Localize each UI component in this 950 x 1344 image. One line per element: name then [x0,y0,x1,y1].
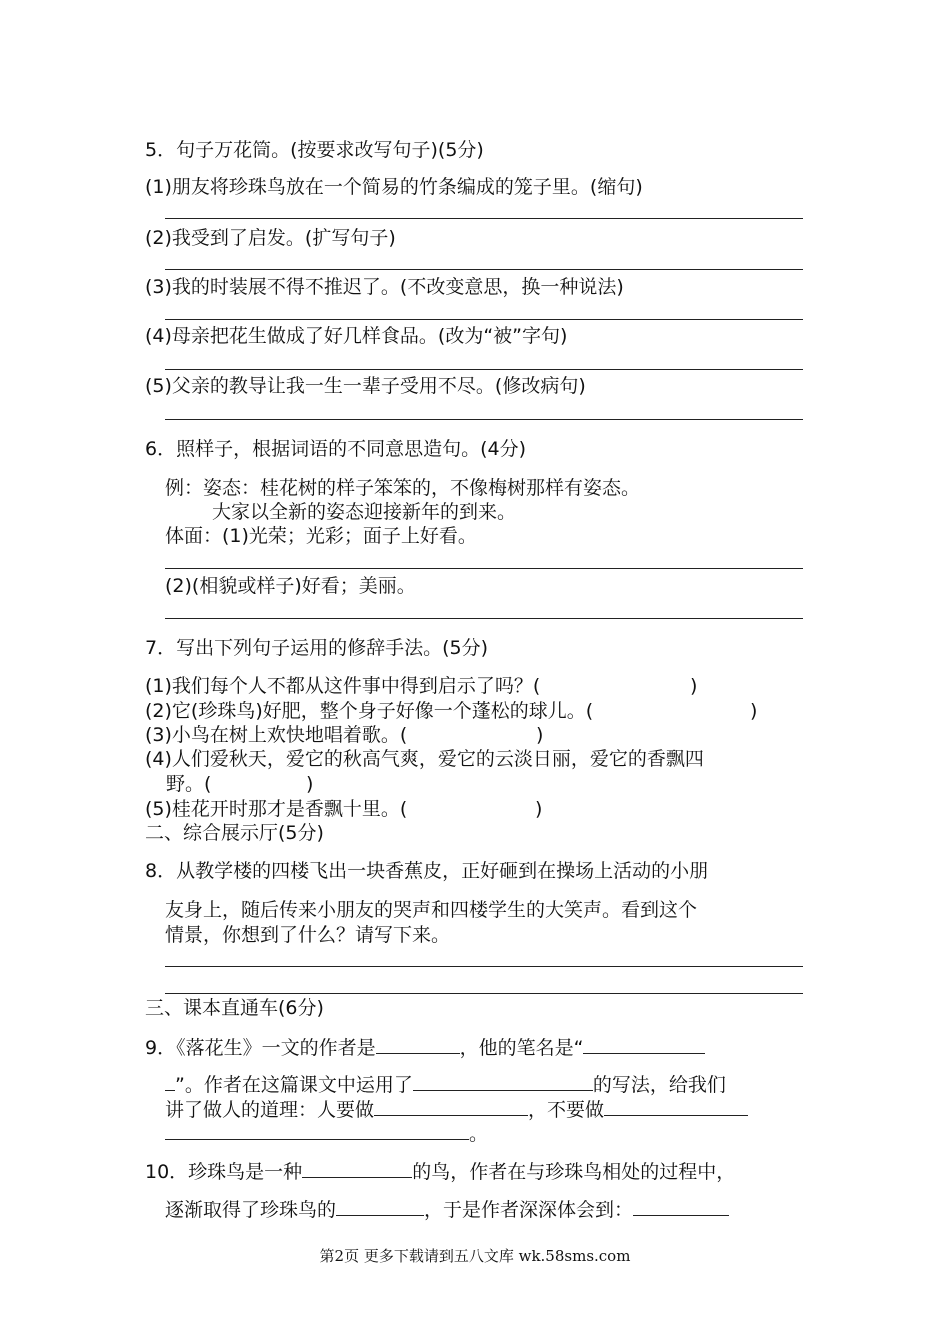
q7-item-2: (2)它(珍珠鸟)好肥，整个身子好像一个蓬松的球儿。( [145,700,594,722]
q7-item-4-cont: 野。( [166,773,212,795]
fill-blank[interactable] [336,1196,424,1216]
answer-line[interactable] [165,618,803,619]
q6-example-1: 例：姿态：桂花树的样子笨笨的，不像梅树那样有姿态。 [165,477,641,499]
q9-text: ，他的笔名是“ [459,1037,584,1059]
fill-blank[interactable] [302,1158,412,1178]
answer-line[interactable] [165,568,803,569]
q7-item-4: (4)人们爱秋天，爱它的秋高气爽，爱它的云淡日丽，爱它的香飘四 [145,748,704,770]
fill-blank[interactable] [633,1196,729,1216]
q10-text: 逐渐取得了珍珠鸟的 [165,1199,337,1221]
q8-line-1: 8．从教学楼的四楼飞出一块香蕉皮，正好砸到在操场上活动的小朋 [145,860,709,882]
q9-line-4 [165,1120,488,1146]
q6-example-2: 大家以全新的姿态迎接新年的到来。 [212,501,517,523]
fill-blank[interactable] [165,1071,175,1091]
q10-text: 10．珍珠鸟是一种 [145,1161,303,1183]
q7-close-paren: ) [690,675,698,697]
answer-line[interactable] [165,993,803,994]
fill-blank[interactable] [165,1120,469,1140]
q5-item-2: (2)我受到了启发。(扩写句子) [145,227,396,249]
fill-blank[interactable] [413,1071,593,1091]
q5-item-5: (5)父亲的教导让我一生一辈子受用不尽。(修改病句) [145,375,586,397]
fill-blank[interactable] [604,1096,748,1116]
q5-item-3: (3)我的时装展不得不推迟了。(不改变意思，换一种说法) [145,276,624,298]
q10-line-2 [165,1196,729,1222]
q7-item-1: (1)我们每个人不都从这件事中得到启示了吗？( [145,675,541,697]
q9-text: ，不要做 [528,1099,605,1121]
q9-text: ”。作者在这篇课文中运用了 [175,1074,413,1096]
q6-item-2: (2)(相貌或样子)好看；美丽。 [165,575,416,597]
answer-line[interactable] [165,218,803,219]
q9-line-1 [145,1034,705,1060]
answer-line[interactable] [165,319,803,320]
page-footer: 第2页 更多下载请到五八文库 wk.58sms.com [319,1247,631,1265]
q9-text: 的写法，给我们 [592,1074,726,1096]
q9-text: 。 [469,1123,489,1145]
q8-line-3: 情景，你想到了什么？请写下来。 [165,924,451,946]
fill-blank[interactable] [583,1034,705,1054]
q7-item-5: (5)桂花开时那才是香飘十里。( [145,798,408,820]
q7-close-paren: ) [750,700,758,722]
q9-line-2 [165,1071,726,1097]
q7-close-paren: ) [536,724,544,746]
q10-line-1 [145,1158,735,1184]
q5-title: 5．句子万花筒。(按要求改写句子)(5分) [145,139,484,161]
answer-line[interactable] [165,269,803,270]
q5-item-1: (1)朋友将珍珠鸟放在一个简易的竹条编成的笼子里。(缩句) [145,176,643,198]
answer-line[interactable] [165,419,803,420]
q9-text: 9．《落花生》一文的作者是 [145,1037,376,1059]
answer-line[interactable] [165,369,803,370]
q5-item-4: (4)母亲把花生做成了好几样食品。(改为“被”字句) [145,325,568,347]
q6-item-1: 体面：(1)光荣；光彩；面子上好看。 [165,525,477,547]
q7-close-paren: ) [535,798,543,820]
q9-text: 讲了做人的道理：人要做 [165,1099,375,1121]
fill-blank[interactable] [376,1034,460,1054]
answer-line[interactable] [165,966,803,967]
q10-text: ，于是作者深深体会到： [424,1199,634,1221]
q10-text: 的鸟，作者在与珍珠鸟相处的过程中， [412,1161,736,1183]
q7-item-3: (3)小鸟在树上欢快地唱着歌。( [145,724,408,746]
q7-title: 7．写出下列句子运用的修辞手法。(5分) [145,637,489,659]
q7-close-paren: ) [306,773,314,795]
section-heading: 三、课本直通车(6分) [145,997,324,1019]
q9-line-3 [165,1096,748,1122]
q6-title: 6．照样子，根据词语的不同意思造句。(4分) [145,438,527,460]
section-heading: 二、综合展示厅(5分) [145,822,324,844]
q8-line-2: 友身上，随后传来小朋友的哭声和四楼学生的大笑声。看到这个 [165,899,698,921]
fill-blank[interactable] [374,1096,528,1116]
